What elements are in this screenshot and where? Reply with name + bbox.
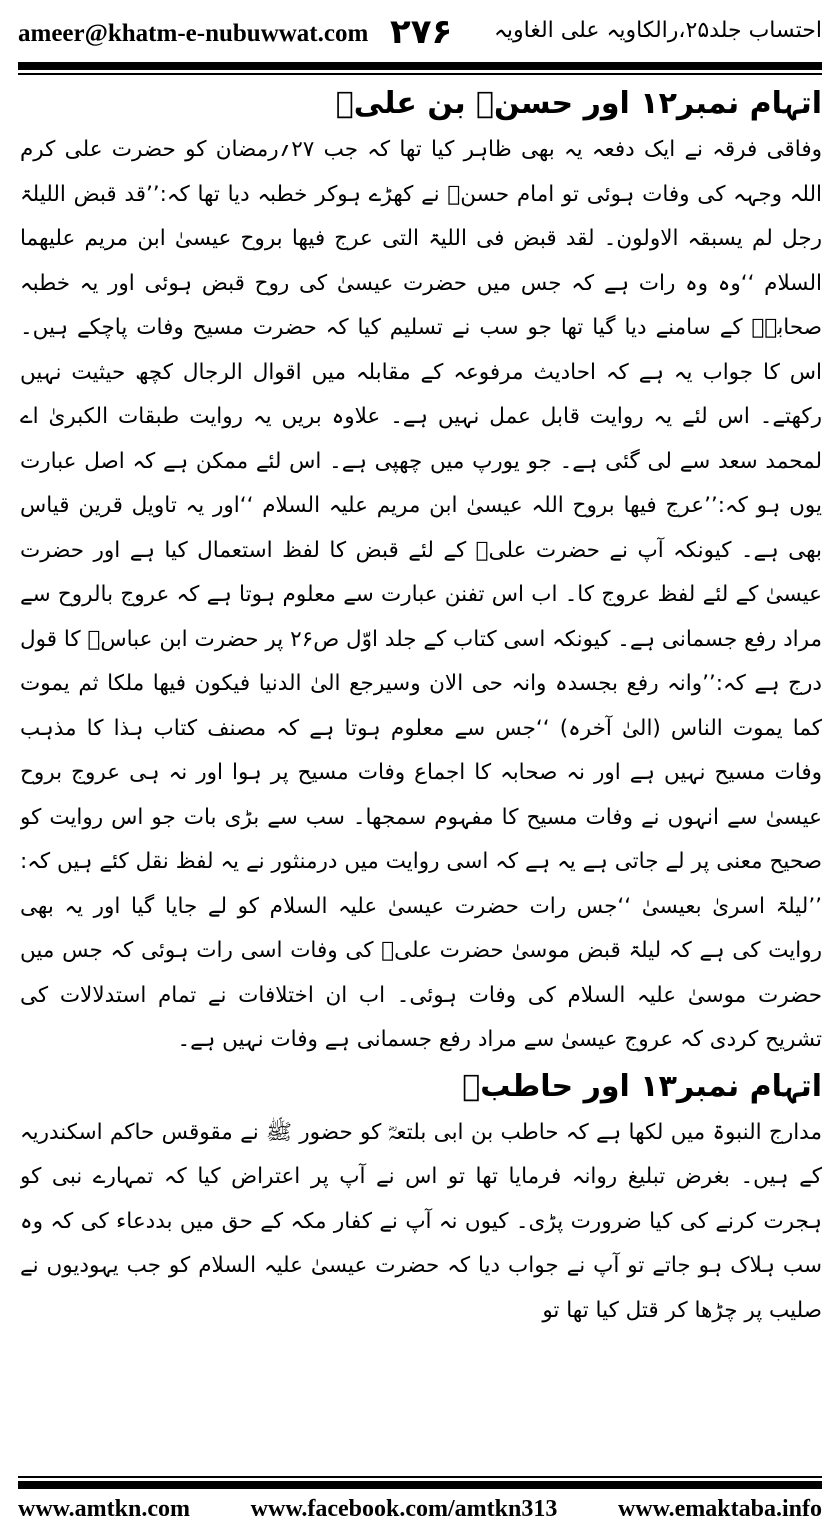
section-body-12: وفاقی فرقہ نے ایک دفعہ یہ بھی ظاہر کیا تھا کہ جب ۲۷؍رمضان کو حضرت علی کرم اللہ وجہہ کی وفات ہوئی تو امام حسنؓ نے کھڑے ہوکر خطبہ دیا تھا کہ:’’قد قبض اللیلۃ رجل لم یسبقہ الاولون۔ لقد قبض فی اللیۃ التی عرج فیھا بروح عیسیٰ ابن مریم علیھما السلام ‘‘وہ وہ رات ہے کہ جس میں حضرت عیسیٰ کی روح قبض ہوئی اور یہ خطبہ صحابہؓ کے سامنے دیا گیا تھا جو سب نے تسلیم کیا کہ حضرت مسیح وفات پاچکے ہیں۔ اس کا جواب یہ ہے کہ احادیث مرفوعہ کے مقابلہ میں اقوال الرجال کچھ حیثیت نہیں رکھتے۔ اس لئے یہ روایت قابل عمل نہیں ہے۔ علاوہ بریں یہ روایت طبقات الکبریٰ اے لمحمد سعد سے لی گئی ہے۔ جو یورپ میں چھپی ہے۔ اس لئے ممکن ہے کہ اصل عبارت یوں ہو کہ:’’عرج فیھا بروح اللہ عیسیٰ ابن مریم علیہ السلام ‘‘اور یہ تاویل قرین قیاس بھی ہے۔ کیونکہ آپ نے حضرت علیؓ کے لئے قبض کا لفظ استعمال کیا ہے اور حضرت عیسیٰ کے لئے لفظ عروج کا۔ اب اس تفنن عبارت سے معلوم ہوتا ہے کہ عروج بالروح سے مراد رفع جسمانی ہے۔ کیونکہ اسی کتاب کے جلد اوّل ص۲۶ پر حضرت ابن عباسؓ کا قول درج ہے کہ:’’وانہ رفع بجسدہ وانہ حی الان وسیرجع الیٰ الدنیا فیکون فیھا ملکا ثم یموت کما یموت الناس (الیٰ آخرہ) ‘‘جس سے معلوم ہوتا ہے کہ مصنف کتاب ہذا کا مذہب وفات مسیح نہیں ہے اور نہ صحابہ کا اجماع وفات مسیح پر ہوا اور نہ ہی عروج بروح عیسیٰ سے انہوں نے وفات مسیح کا مفہوم سمجھا۔ سب سے بڑی بات جو اس روایت کو صحیح معنی پر لے جاتی ہے یہ ہے کہ اسی روایت میں درمنثور نے یہ لفظ نقل کئے ہیں کہ: ’’لیلۃ اسریٰ بعیسیٰ ‘‘جس رات حضرت عیسیٰ علیہ السلام کو لے جایا گیا اور یہ بھی روایت کی ہے کہ لیلۃ قبض موسیٰ حضرت علیؓ کی وفات اسی رات ہوئی کہ جس میں حضرت موسیٰ علیہ السلام کی وفات ہوئی۔ اب ان اختلافات نے تمام استدلالات کی تشریح کردی کہ عروج عیسیٰ سے مراد رفع جسمانی ہے وفات نہیں ہے۔ <box>20 137 822 1052</box>
page-header <box>18 12 822 62</box>
header-email: ameer@khatm-e-nubuwwat.com <box>18 20 369 47</box>
section-heading-12: اتہام نمبر۱۲ اور حسنؓ بن علیؓ <box>335 86 822 121</box>
footer-rule-thin <box>18 1476 822 1478</box>
book-title: احتساب جلد۲۵،رالکاویہ علی الغاویہ <box>493 18 822 43</box>
header-rule-thin <box>18 73 822 75</box>
header-rule-thick <box>18 62 822 70</box>
section-body-13: مدارج النبوۃ میں لکھا ہے کہ حاطب بن ابی بلتعہؓ کو حضور ﷺ نے مقوقس حاکم اسکندریہ کے ہیں۔ بغرض تبلیغ روانہ فرمایا تھا تو اس نے آپ پر اعتراض کیا کہ تمہارے نبی کو ہجرت کرنے کی کیا ضرورت پڑی۔ کیوں نہ آپ نے کفار مکہ کے حق میں بددعاء کی کہ وہ سب ہلاک ہو جاتے تو آپ نے جواب دیا کہ حضرت عیسیٰ علیہ السلام کو جب یہودیوں نے صلیب پر چڑھا کر قتل کیا تھا تو <box>20 1119 822 1323</box>
section-heading-13: اتہام نمبر۱۳ اور حاطبؓ <box>462 1068 822 1104</box>
page-content <box>20 80 822 1468</box>
page-footer <box>18 1496 822 1532</box>
footer-rule-thick <box>18 1481 822 1489</box>
footer-link-emaktaba[interactable]: www.emaktaba.info <box>617 1496 822 1522</box>
footer-link-amtkn[interactable]: www.amtkn.com <box>18 1496 190 1522</box>
page-number: ۲۷۶ <box>390 12 453 52</box>
footer-link-facebook[interactable]: www.facebook.com/amtkn313 <box>250 1496 558 1522</box>
